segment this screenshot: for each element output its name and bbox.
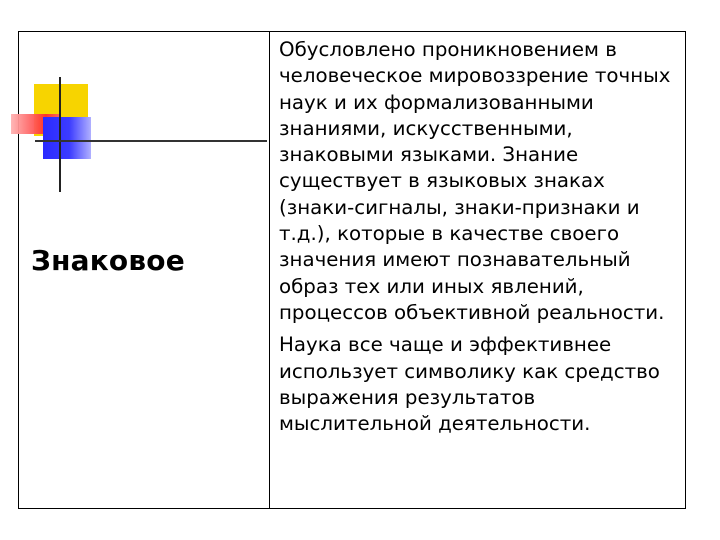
row-heading: Знаковое bbox=[31, 244, 185, 277]
content-table bbox=[18, 31, 686, 509]
vertical-line bbox=[59, 77, 61, 192]
paragraph-1: Обусловлено проникновением в человеческое мировоззрение точных наук и их формализованными знаниями, искусственными, знаковыми языками. Знание существует в языковых знаках (знаки-сигналы, знаки-признаки и т.д.), которые в качестве своего значения имеют познавательный образ тех или иных явлений, процессов объективной реальности. bbox=[279, 38, 671, 324]
right-cell bbox=[270, 32, 685, 508]
blue-square bbox=[43, 117, 91, 159]
left-cell bbox=[19, 32, 269, 508]
decorative-squares-logo bbox=[19, 32, 269, 232]
paragraph-2: Наука все чаще и эффективнее использует символику как средство выражения результатов мыслительной деятельности. bbox=[279, 333, 660, 436]
horizontal-line bbox=[35, 140, 267, 142]
description-text bbox=[279, 37, 681, 437]
